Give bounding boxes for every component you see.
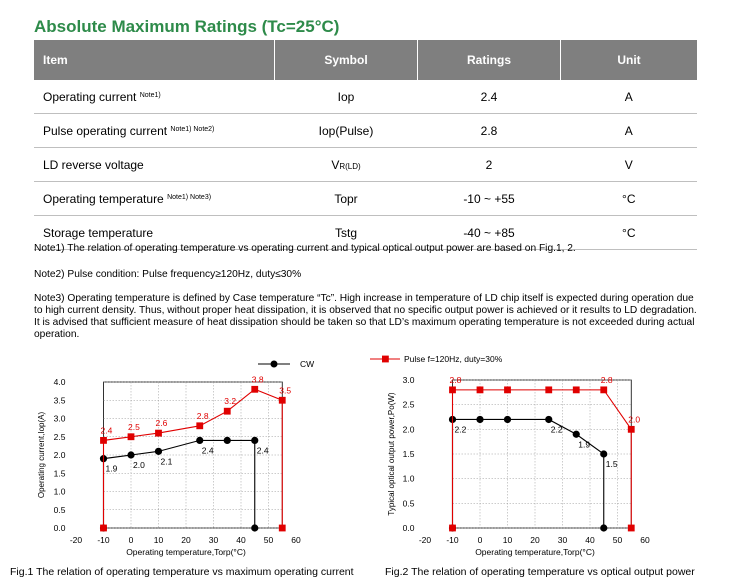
- fig2-chart: [370, 352, 741, 564]
- table-row: [34, 114, 697, 148]
- x-tick-label: 30: [557, 535, 568, 545]
- unit-cell: V: [561, 148, 698, 182]
- y-tick-label: 1.5: [402, 449, 415, 459]
- y-axis-label: Operating current,Iop(A): [37, 411, 46, 499]
- y-tick-label: 1.5: [53, 468, 66, 479]
- y-tick-label: 1.0: [53, 486, 66, 497]
- note-1: Note1) The relation of operating temperature vs operating current and typical optical output power are based on Fig.1, 2.: [34, 243, 576, 254]
- x-tick-label: 20: [530, 535, 540, 545]
- x-tick-label: 60: [291, 535, 301, 545]
- x-tick-label: 40: [236, 535, 246, 545]
- x-tick-label: 0: [128, 535, 134, 545]
- data-label: 2.8: [449, 374, 462, 385]
- y-tick-label: 0.5: [402, 498, 415, 509]
- x-tick-label: 50: [612, 535, 623, 545]
- data-point: [100, 525, 107, 532]
- data-label: 2.5: [128, 421, 140, 432]
- data-point: [476, 416, 483, 423]
- symbol-cell: Topr: [275, 182, 418, 216]
- legend-label: Pulse f=120Hz, duty=30%: [404, 354, 503, 364]
- y-tick-label: 0.0: [53, 523, 66, 533]
- rating-cell: 2.8: [418, 114, 561, 148]
- data-point: [573, 386, 580, 393]
- note-3: Note3) Operating temperature is defined by Case temperature “Tc”. High increase in temperature of LD chip itself is expected during operation due to high current density. Thus, without proper heat dissipation, it is observed that no specific output power is achieved or it results to LD degradation. It is advised that sufficient measure of heat dissipation should be taken so that LD’s maximum operating temperature is not exceeded during actual operation.: [34, 293, 697, 340]
- data-label: 2.8: [600, 374, 613, 385]
- y-tick-label: 4.0: [53, 377, 66, 387]
- data-label: 2.4: [100, 425, 113, 436]
- rating-cell: -40 ~ +85: [418, 216, 561, 250]
- unit-cell: A: [561, 80, 698, 114]
- data-point: [196, 422, 203, 429]
- x-tick-label: 10: [153, 535, 164, 545]
- legend-label: CW: [300, 359, 315, 369]
- data-label: 2.6: [155, 418, 168, 429]
- page-title: Absolute Maximum Ratings (Tc=25°C): [34, 17, 340, 36]
- item-cell: Operating current $^{Note1)}$: [34, 80, 275, 114]
- data-label: 2.0: [133, 460, 145, 470]
- symbol-cell: Iop(Pulse): [275, 114, 418, 148]
- data-label: 3.8: [251, 374, 264, 385]
- x-tick-label: 40: [585, 535, 595, 545]
- data-point: [251, 386, 258, 393]
- y-tick-label: 2.0: [402, 424, 415, 435]
- header-unit: Unit: [561, 40, 698, 80]
- unit-cell: A: [561, 114, 698, 148]
- data-point: [251, 524, 258, 531]
- data-point: [196, 437, 203, 444]
- unit-cell: °C: [561, 182, 698, 216]
- header-item: Item: [34, 40, 275, 80]
- y-tick-label: 0.5: [53, 504, 66, 515]
- data-point: [600, 386, 607, 393]
- note-2: Note2) Pulse condition: Pulse frequency≥120Hz, duty≤30%: [34, 269, 302, 280]
- data-point: [155, 430, 162, 437]
- x-tick-label: -20: [418, 535, 432, 545]
- symbol-cell: Tstg: [275, 216, 418, 250]
- x-axis-label: Operating temperature,Torp(°C): [126, 547, 246, 557]
- data-label: 3.2: [224, 396, 237, 407]
- fig1-caption: Fig.1 The relation of operating temperature vs maximum operating current: [10, 566, 354, 578]
- data-point: [449, 386, 456, 393]
- item-cell: LD reverse voltage: [34, 148, 275, 182]
- data-label: 2.8: [196, 410, 209, 421]
- x-tick-label: 10: [502, 535, 513, 545]
- legend-marker: [382, 356, 389, 363]
- data-label: 2.0: [628, 414, 641, 425]
- data-label: 1.9: [578, 439, 591, 450]
- note-ref: Note1) Note2): [170, 125, 215, 133]
- x-axis-label: Operating temperature,Torp(°C): [475, 547, 595, 557]
- data-point: [504, 416, 511, 423]
- item-cell: Storage temperature: [34, 216, 275, 250]
- data-point: [128, 433, 135, 440]
- data-point: [477, 386, 484, 393]
- data-point: [545, 386, 552, 393]
- data-point: [279, 397, 286, 404]
- data-point: [545, 416, 552, 423]
- data-point: [251, 437, 258, 444]
- symbol-cell: VR(LD): [275, 148, 418, 182]
- data-point: [224, 408, 231, 415]
- data-label: 2.4: [201, 445, 214, 456]
- item-cell: Pulse operating current $^{Note1) Note2)}$: [34, 114, 275, 148]
- legend-marker: [271, 361, 278, 368]
- y-tick-label: 3.0: [402, 375, 415, 385]
- data-label: 3.5: [279, 385, 292, 396]
- table-row: [34, 182, 697, 216]
- item-cell: Operating temperature $^{Note1) Note3)}$: [34, 182, 275, 216]
- data-label: 2.4: [256, 445, 269, 456]
- table-header-row: [34, 40, 697, 80]
- data-point: [573, 431, 580, 438]
- data-point: [100, 437, 107, 444]
- data-point: [155, 448, 162, 455]
- x-tick-label: -10: [97, 535, 110, 545]
- note-ref: Note1) Note3): [167, 193, 212, 201]
- x-tick-label: 60: [640, 535, 650, 545]
- x-tick-label: -10: [446, 535, 459, 545]
- y-tick-label: 2.5: [53, 431, 66, 442]
- x-tick-label: 50: [263, 535, 274, 545]
- x-tick-label: 0: [477, 535, 483, 545]
- data-point: [127, 451, 134, 458]
- rating-cell: 2: [418, 148, 561, 182]
- data-point: [600, 450, 607, 457]
- fig1-chart: [0, 352, 370, 564]
- data-label: 1.5: [605, 459, 618, 469]
- data-point: [600, 524, 607, 531]
- y-tick-label: 1.0: [402, 473, 415, 484]
- data-label: 2.2: [454, 424, 467, 435]
- rating-cell: 2.4: [418, 80, 561, 114]
- data-label: 2.1: [160, 456, 173, 467]
- rating-cell: -10 ~ +55: [418, 182, 561, 216]
- y-tick-label: 0.0: [402, 523, 415, 533]
- data-label: 1.9: [105, 463, 118, 474]
- y-tick-label: 3.5: [53, 395, 66, 406]
- symbol-subscript: R(LD): [339, 161, 361, 171]
- x-tick-label: -20: [69, 535, 83, 545]
- fig2-caption: Fig.2 The relation of operating temperature vs optical output power: [385, 566, 695, 578]
- header-symbol: Symbol: [275, 40, 418, 80]
- data-point: [628, 525, 635, 532]
- symbol-cell: Iop: [275, 80, 418, 114]
- table-row: [34, 80, 697, 114]
- y-tick-label: 2.0: [53, 450, 66, 460]
- table-row: [34, 148, 697, 182]
- data-point: [279, 525, 286, 532]
- y-tick-label: 2.5: [402, 399, 415, 410]
- unit-cell: °C: [561, 216, 698, 250]
- data-point: [449, 525, 456, 532]
- header-ratings: Ratings: [418, 40, 561, 80]
- data-point: [504, 386, 511, 393]
- y-tick-label: 3.0: [53, 413, 66, 424]
- ratings-table: [34, 40, 697, 250]
- data-point: [224, 437, 231, 444]
- data-label: 2.2: [550, 424, 563, 435]
- x-tick-label: 20: [181, 535, 191, 545]
- x-tick-label: 30: [208, 535, 219, 545]
- note-ref: Note1): [139, 91, 161, 99]
- data-point: [628, 426, 635, 433]
- y-axis-label: Typical optical output power,Po(W): [387, 392, 396, 516]
